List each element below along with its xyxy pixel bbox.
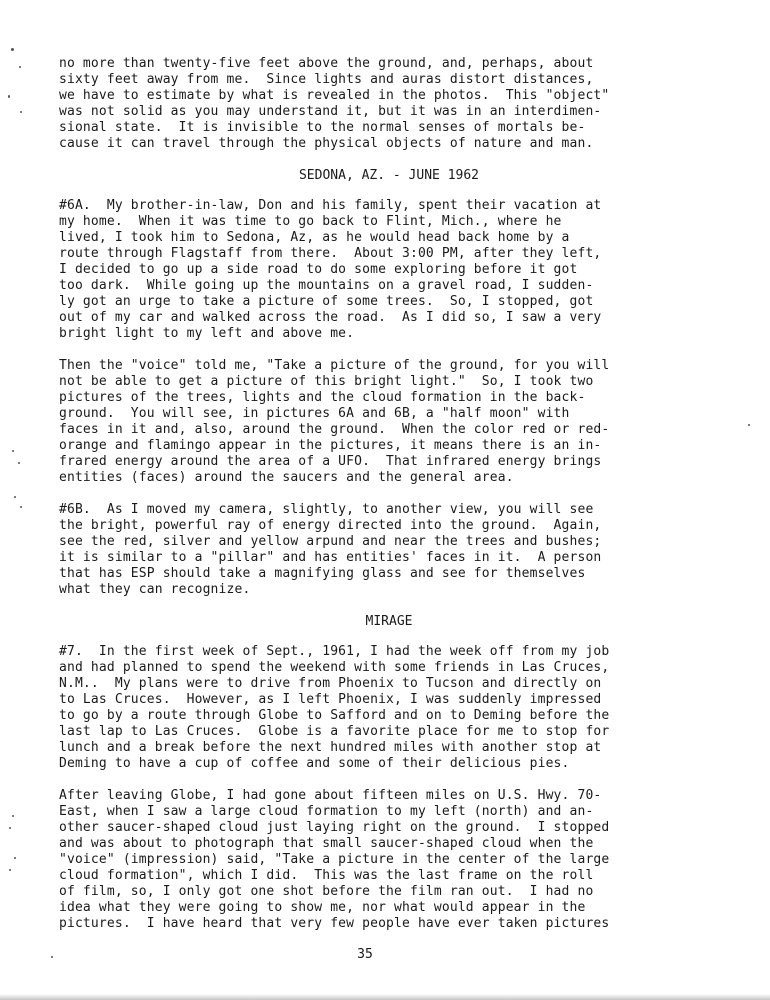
scan-speck (51, 956, 53, 958)
scan-speck (12, 815, 14, 817)
paragraph-intro-continuation: no more than twenty-five feet above the ground, and, perhaps, about sixty feet away from me. Since lights and auras distort distances, we have to estimate by what is revealed in the photos. This "object" was not solid as you may understand it, but it was in an interdimen- sional state. It is invisible to the normal senses of mortals be- cause it can travel through the physical objects of nature and man. (59, 56, 610, 151)
scan-speck (11, 48, 14, 51)
page-number: 35 (357, 947, 373, 962)
paragraph-6b: #6B. As I moved my camera, slightly, to another view, you will see the bright, powerful ray of energy directed into the ground. Again, see the red, silver and yellow arpund and near the trees and bushes; it is similar to a "pillar" and has entities' faces in it. A person that has ESP should take a magnifying glass and see for themselves what they can recognize. (59, 502, 602, 597)
scan-speck (14, 857, 16, 859)
scan-speck (12, 450, 14, 452)
page-body (59, 56, 719, 932)
paragraph-voice-ground: Then the "voice" told me, "Take a picture of the ground, for you will not be able to get a picture of this bright light." So, I took two pictures of the trees, lights and the cloud formation in the back- ground. You will see, in pictures 6A and 6B, a "half moon" with faces in it and, also, around the ground. When the color red or red- orange and flamingo appear in the pictures, it means there is an in- frared energy around the area of a UFO. That infrared energy brings entities (faces) around the saucers and the general area. (59, 358, 610, 485)
scan-speck (20, 506, 22, 508)
scan-speck (8, 95, 10, 98)
section-heading-sedona: SEDONA, AZ. - JUNE 1962 (298, 168, 479, 183)
scan-speck (18, 462, 20, 464)
paragraph-7: #7. In the first week of Sept., 1961, I had the week off from my job and had planned to spend the weekend with some friends in Las Cruces, N.M.. My plans were to drive from Phoenix to Tucson and directly on to Las Cruces. However, as I left Phoenix, I was suddenly impressed to go by a route through Globe to Safford and on to Deming before the last lap to Las Cruces. Globe is a favorite place for me to stop for lunch and a break before the next hundred miles with another stop at Deming to have a cup of coffee and some of their delicious pies. (59, 644, 610, 771)
scan-speck (14, 496, 16, 498)
section-heading-mirage: MIRAGE (365, 614, 413, 629)
scan-speck (20, 111, 22, 113)
paragraph-after-globe: After leaving Globe, I had gone about fifteen miles on U.S. Hwy. 70- East, when I saw a large cloud formation to my left (north) and an- other saucer-shaped cloud just laying right on the ground. I stopped and was about to photograph that small saucer-shaped cloud when the "voice" (impression) said, "Take a picture in the center of the large cloud formation", which I did. This was the last frame on the roll of film, so, I only got one shot before the film ran out. I had no idea what they were going to show me, nor what would appear in the pictures. I have heard that very few people have ever taken pictures (59, 788, 610, 931)
scan-speck (19, 66, 21, 68)
scan-speck (9, 869, 11, 871)
paragraph-6a: #6A. My brother-in-law, Don and his family, spent their vacation at my home. When it was time to go back to Flint, Mich., where he lived, I took him to Sedona, Az, as he would head back home by a route through Flagstaff from there. About 3:00 PM, after they left, I decided to go up a side road to do some exploring before it got too dark. While going up the mountains on a gravel road, I sudden- ly got an urge to take a picture of some trees. So, I stopped, got out of my car and walked across the road. As I did so, I saw a very bright light to my left and above me. (59, 198, 602, 341)
scan-speck (9, 827, 11, 829)
scan-speck (748, 424, 750, 426)
scan-bottom-edge (0, 994, 770, 1000)
